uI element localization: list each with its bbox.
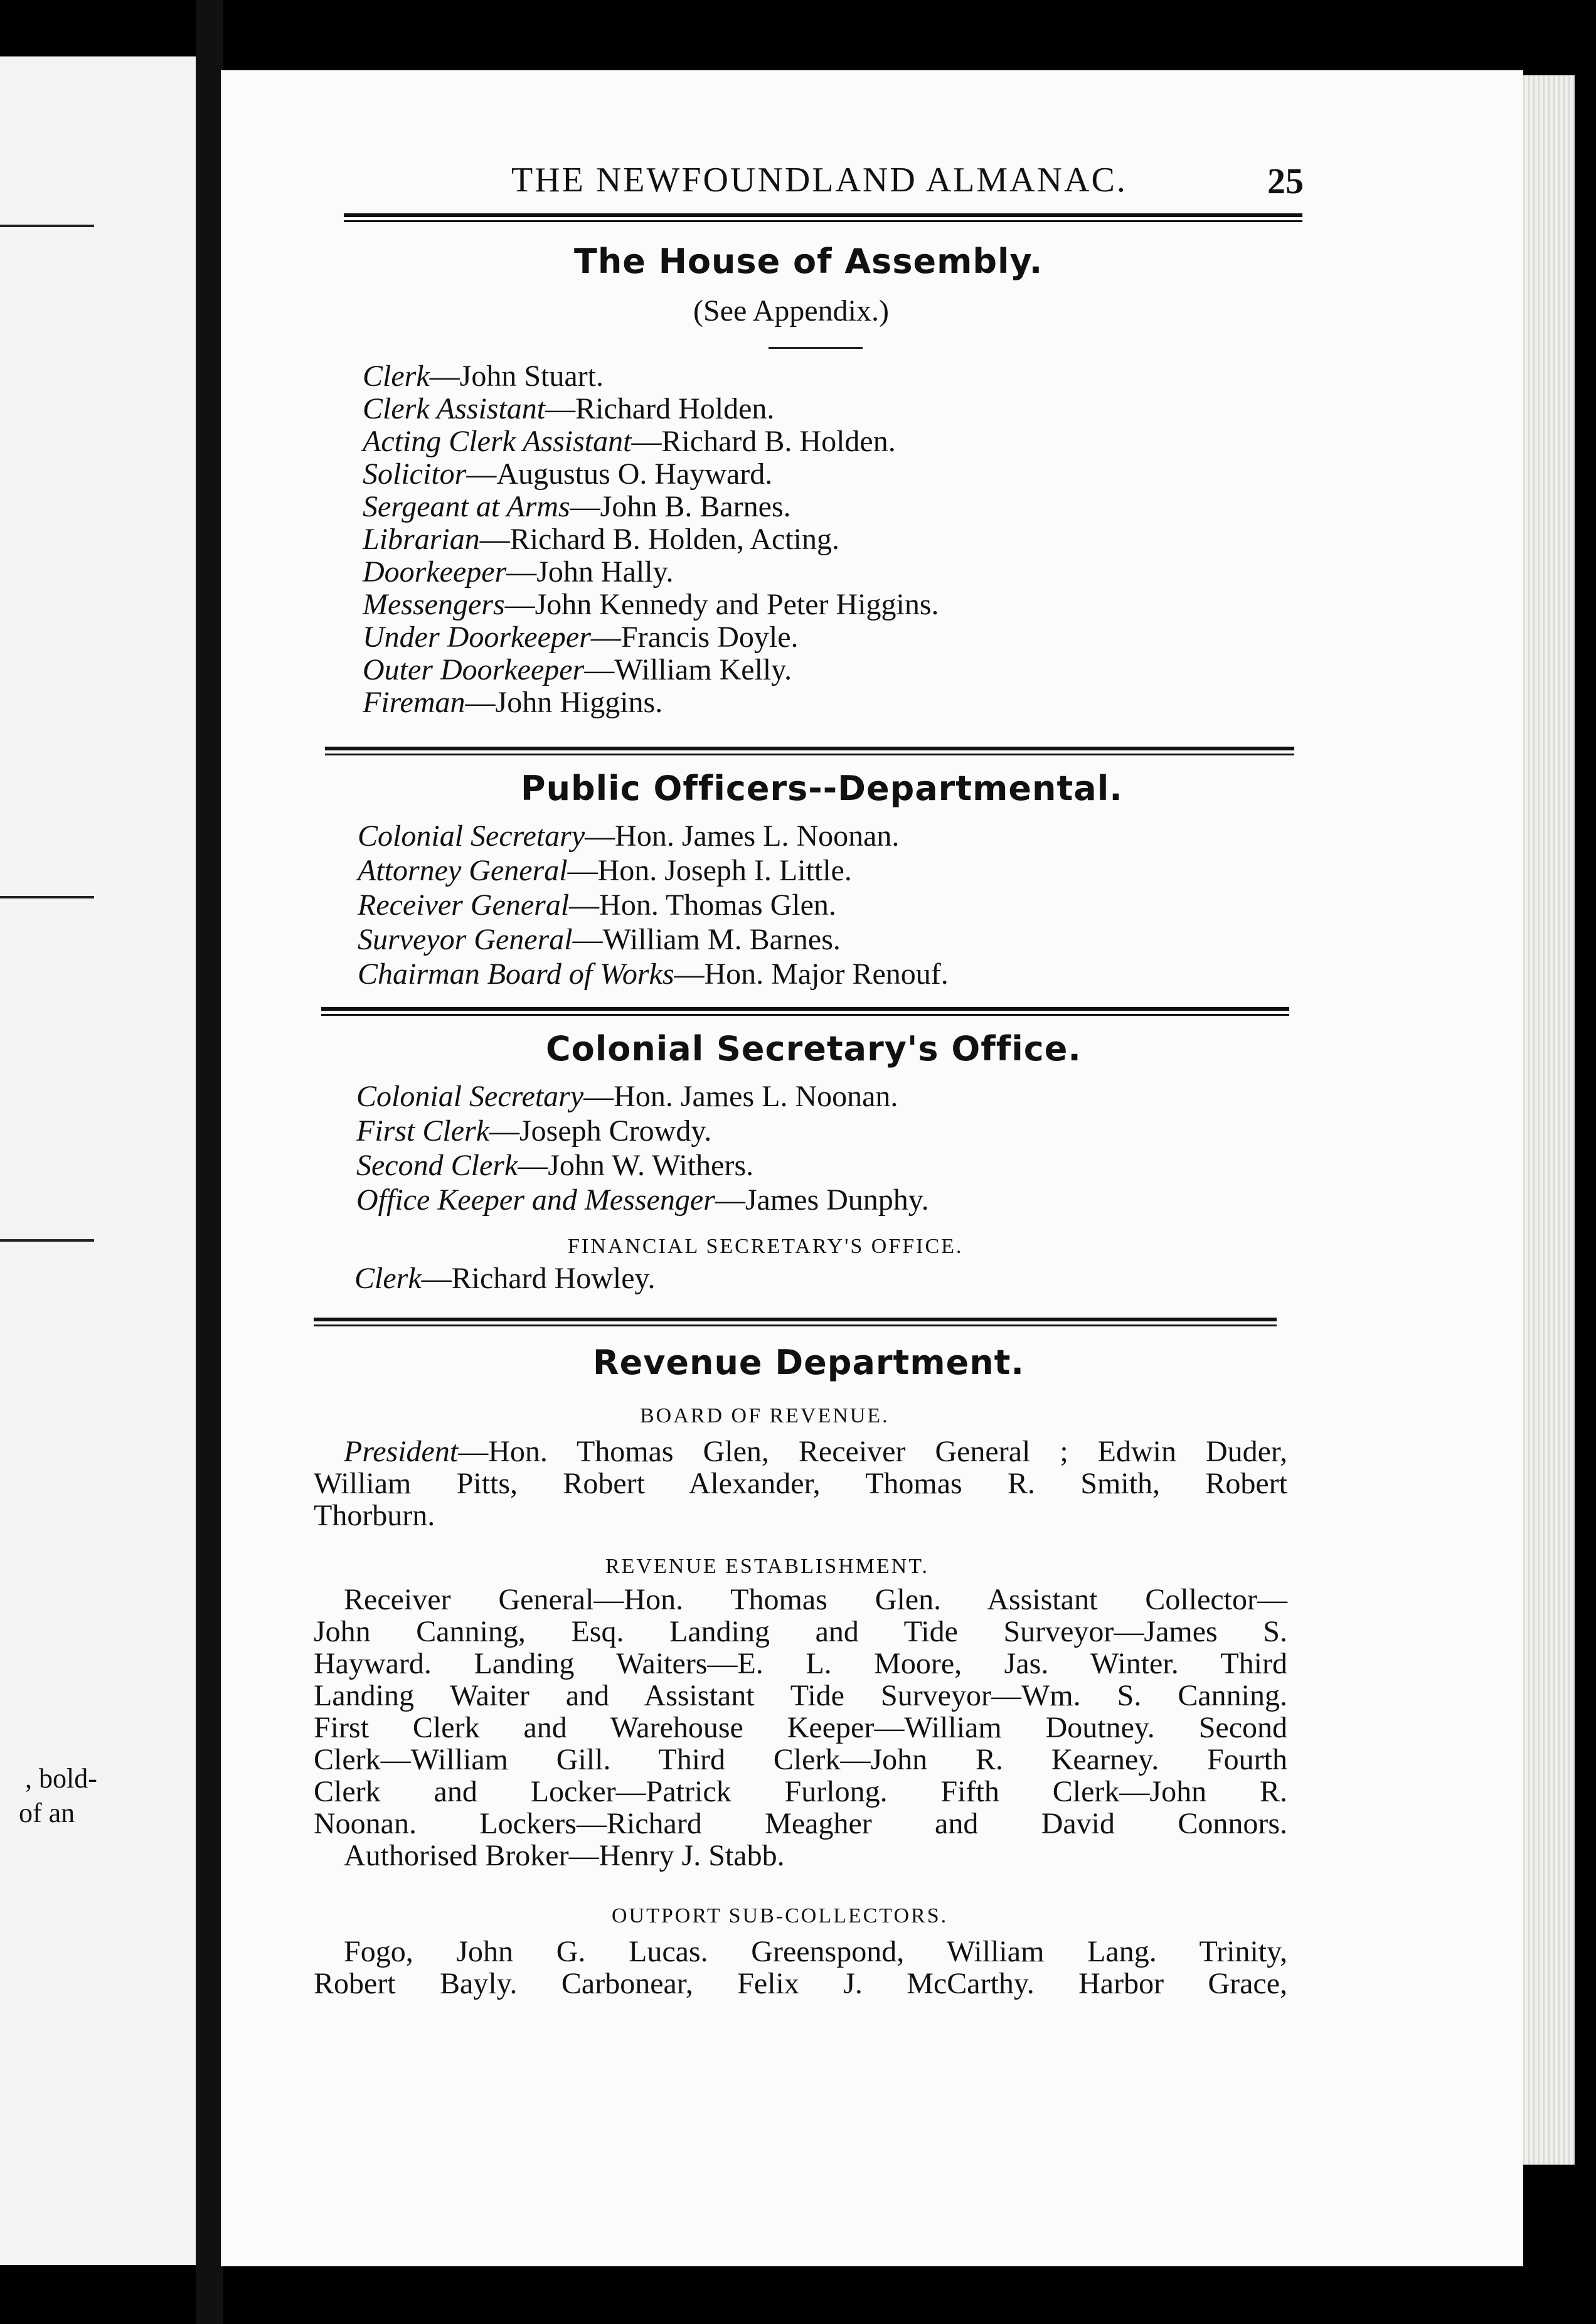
board-role: President — [344, 1435, 459, 1468]
entry-name: Richard B. Holden, Acting. — [509, 523, 839, 556]
entry-name: John Stuart. — [459, 360, 604, 393]
section-title-assembly: The House of Assembly. — [574, 242, 1043, 281]
entry-role: Attorney General — [358, 854, 568, 887]
outport-collectors-paragraph — [314, 1936, 1287, 2000]
paragraph-line: Thorburn. — [314, 1499, 435, 1532]
entry-name: James Dunphy. — [745, 1183, 929, 1217]
line-text: —Hon. Thomas Glen, Receiver General ; Edwin Duder, — [458, 1435, 1287, 1468]
facing-page-rule — [0, 225, 94, 227]
colonial-office-entry: Colonial Secretary—Hon. James L. Noonan. — [356, 1080, 898, 1113]
entry-name: Hon. Joseph I. Little. — [597, 854, 852, 887]
entry-role: Under Doorkeeper — [363, 621, 591, 654]
assembly-entry: Doorkeeper—John Hally. — [363, 555, 674, 589]
assembly-entry: Sergeant at Arms—John B. Barnes. — [363, 490, 791, 523]
entry-name: John Higgins. — [495, 686, 663, 719]
entry-role: Doorkeeper — [363, 555, 507, 589]
entry-role: Fireman — [363, 686, 466, 719]
page-number: 25 — [1267, 161, 1304, 201]
assembly-entry: Messengers—John Kennedy and Peter Higgins. — [363, 588, 939, 621]
public-officer-entry: Surveyor General—William M. Barnes. — [358, 923, 841, 956]
section-subtitle: (See Appendix.) — [693, 294, 889, 328]
entry-name: Francis Doyle. — [620, 621, 799, 654]
section-title-revenue: Revenue Department. — [593, 1343, 1024, 1382]
facing-page-fragment: , bold- — [25, 1763, 97, 1794]
facing-page-edge — [0, 56, 196, 2265]
entry-role: Clerk — [363, 360, 430, 393]
colonial-office-entry: Second Clerk—John W. Withers. — [356, 1149, 754, 1182]
board-of-revenue-paragraph — [314, 1436, 1287, 1532]
paragraph-line: Robert Bayly. Carbonear, Felix J. McCarthy. Harbor Grace, — [314, 1967, 1287, 2000]
entry-name: John B. Barnes. — [600, 490, 791, 523]
entry-name: Hon. Major Renouf. — [704, 957, 949, 991]
assembly-entry: Outer Doorkeeper—William Kelly. — [363, 653, 792, 686]
entry-role: Clerk — [354, 1262, 422, 1295]
paragraph-line: Clerk and Locker—Patrick Furlong. Fifth Clerk—John R. — [314, 1775, 1287, 1808]
assembly-entry: Solicitor—Augustus O. Hayward. — [363, 457, 773, 491]
subsection-heading-outport: OUTPORT SUB-COLLECTORS. — [612, 1904, 949, 1927]
short-divider — [769, 347, 863, 349]
colonial-office-entry: First Clerk—Joseph Crowdy. — [356, 1114, 712, 1148]
paragraph-line: Landing Waiter and Assistant Tide Surveyor—Wm. S. Canning. — [314, 1679, 1287, 1712]
assembly-entry: Clerk—John Stuart. — [363, 360, 604, 393]
assembly-entry: Fireman—John Higgins. — [363, 686, 663, 719]
assembly-entry: Clerk Assistant—Richard Holden. — [363, 392, 775, 425]
entry-role: Acting Clerk Assistant — [363, 425, 632, 458]
public-officer-entry: Colonial Secretary—Hon. James L. Noonan. — [358, 819, 900, 853]
entry-role: Surveyor General — [358, 923, 573, 956]
paragraph-line: Hayward. Landing Waiters—E. L. Moore, Jas. Winter. Third — [314, 1647, 1287, 1680]
entry-name: Hon. James L. Noonan. — [614, 1080, 898, 1113]
entry-name: Hon. Thomas Glen. — [599, 888, 836, 922]
entry-role: Outer Doorkeeper — [363, 653, 585, 686]
running-title: THE NEWFOUNDLAND ALMANAC. — [511, 161, 1127, 200]
public-officer-entry: Chairman Board of Works—Hon. Major Renouf. — [358, 957, 949, 991]
section-title-colonial-office: Colonial Secretary's Office. — [546, 1029, 1082, 1069]
entry-role: First Clerk — [356, 1114, 489, 1148]
entry-role: Colonial Secretary — [358, 819, 585, 853]
facing-page-rule — [0, 1239, 94, 1242]
entry-role: Solicitor — [363, 457, 467, 491]
entry-role: Clerk Assistant — [363, 392, 546, 425]
revenue-establishment-paragraph — [314, 1584, 1287, 1872]
colonial-office-entry: Office Keeper and Messenger—James Dunphy. — [356, 1183, 929, 1217]
entry-role: Second Clerk — [356, 1149, 518, 1182]
entry-role: Librarian — [363, 523, 480, 556]
entry-role: Messengers — [363, 588, 505, 621]
header-rule — [344, 213, 1302, 222]
facing-page-fragment: of an — [19, 1798, 75, 1828]
entry-name: Hon. James L. Noonan. — [615, 819, 900, 853]
entry-role: Office Keeper and Messenger — [356, 1183, 715, 1217]
entry-name: Richard Holden. — [575, 392, 775, 425]
assembly-entry: Acting Clerk Assistant—Richard B. Holden. — [363, 425, 896, 458]
subsection-heading-financial: FINANCIAL SECRETARY'S OFFICE. — [568, 1235, 964, 1258]
section-rule — [325, 747, 1294, 755]
paragraph-line: Fogo, John G. Lucas. Greenspond, William Lang. Trinity, — [344, 1935, 1287, 1968]
entry-name: John Hally. — [536, 555, 674, 589]
entry-name: William M. Barnes. — [602, 923, 841, 956]
paragraph-line: Authorised Broker—Henry J. Stabb. — [344, 1839, 785, 1872]
paragraph-line: Receiver General—Hon. Thomas Glen. Assistant Collector— — [344, 1583, 1287, 1616]
section-title-public-officers: Public Officers--Departmental. — [521, 769, 1123, 808]
paragraph-line: Noonan. Lockers—Richard Meagher and David Connors. — [314, 1807, 1287, 1840]
entry-name: Richard Howley. — [451, 1262, 656, 1295]
assembly-entry: Librarian—Richard B. Holden, Acting. — [363, 523, 839, 556]
paragraph-line: Clerk—William Gill. Third Clerk—John R. Kearney. Fourth — [314, 1743, 1287, 1776]
public-officer-entry: Attorney General—Hon. Joseph I. Little. — [358, 854, 852, 887]
entry-name: William Kelly. — [614, 653, 792, 686]
paragraph-line — [314, 1436, 1287, 1468]
paragraph-line: William Pitts, Robert Alexander, Thomas R. Smith, Robert — [314, 1467, 1287, 1500]
section-rule — [321, 1007, 1289, 1016]
financial-clerk-entry: Clerk—Richard Howley. — [354, 1262, 656, 1295]
entry-role: Chairman Board of Works — [358, 957, 674, 991]
section-rule — [314, 1318, 1277, 1326]
entry-name: John Kennedy and Peter Higgins. — [535, 588, 939, 621]
paragraph-line: John Canning, Esq. Landing and Tide Surveyor—James S. — [314, 1615, 1287, 1648]
entry-name: Joseph Crowdy. — [519, 1114, 712, 1148]
book-gutter — [196, 0, 223, 2324]
entry-name: Richard B. Holden. — [661, 425, 896, 458]
paragraph-line: First Clerk and Warehouse Keeper—William Doutney. Second — [314, 1711, 1287, 1744]
subsection-heading-establishment: REVENUE ESTABLISHMENT. — [605, 1555, 929, 1578]
assembly-entry: Under Doorkeeper—Francis Doyle. — [363, 621, 799, 654]
entry-name: Augustus O. Hayward. — [496, 457, 773, 491]
subsection-heading-board: BOARD OF REVENUE. — [640, 1404, 890, 1427]
facing-page-rule — [0, 896, 94, 898]
entry-role: Colonial Secretary — [356, 1080, 584, 1113]
public-officer-entry: Receiver General—Hon. Thomas Glen. — [358, 888, 836, 922]
entry-role: Sergeant at Arms — [363, 490, 570, 523]
entry-name: John W. Withers. — [548, 1149, 754, 1182]
entry-role: Receiver General — [358, 888, 570, 922]
